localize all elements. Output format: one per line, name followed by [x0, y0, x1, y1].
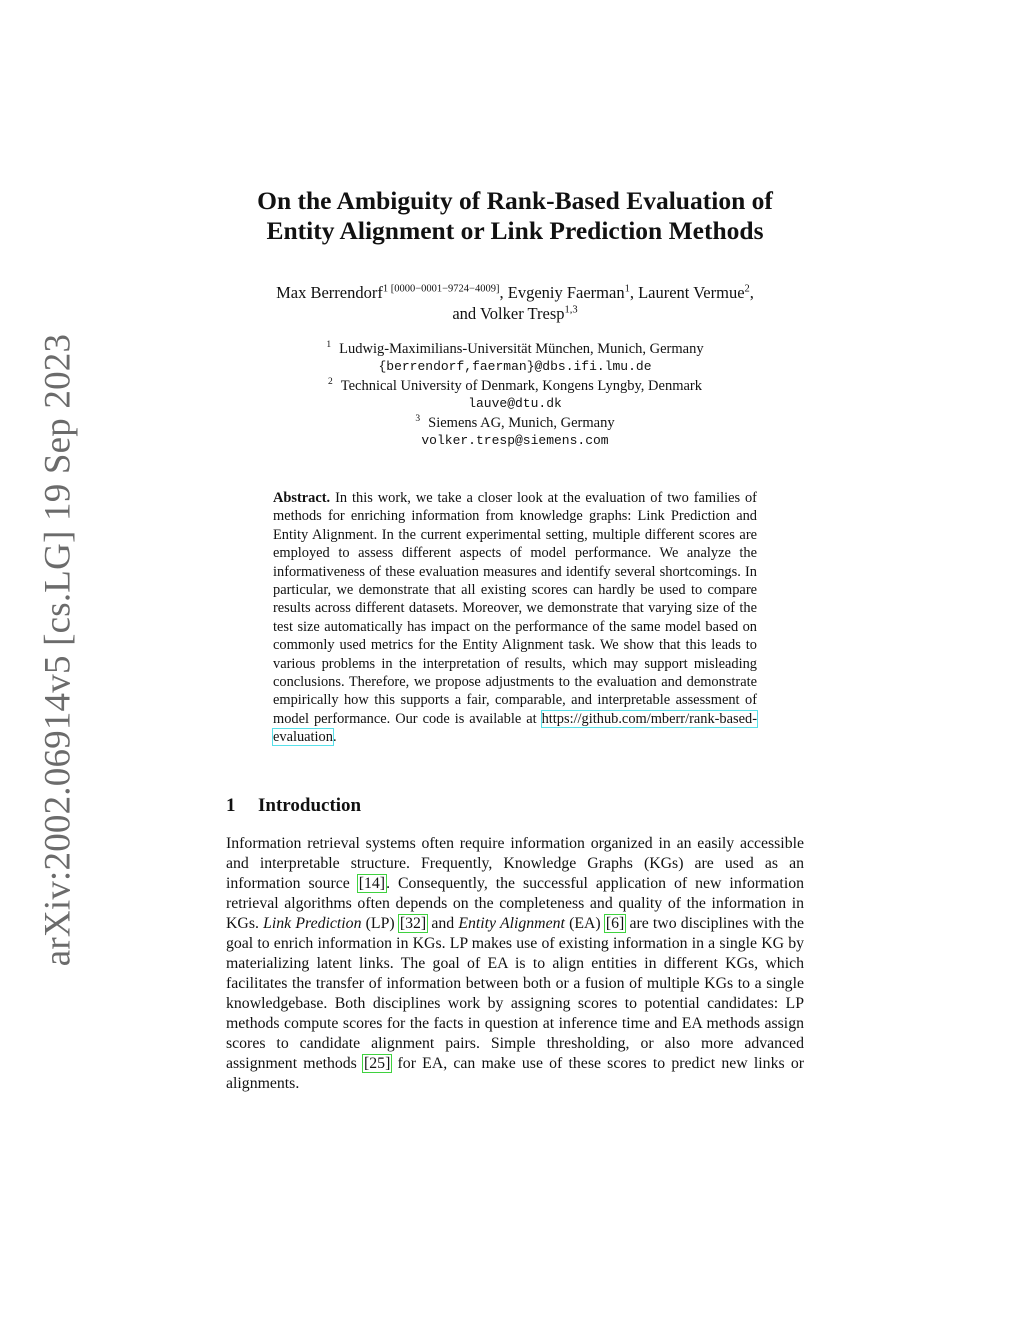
text-run: are two disciplines with the goal to enrich information in KGs. LP makes use of existing information in a single KG by materializing latent links. The goal of EA is to align entities in different KGs, which facilitates the transfer of information between both or a fusion of multiple KGs to a single knowledgebase. Both disciplines work by assigning scores to potential candidates: LP methods compute scores for the facts in question at inference time and EA methods assign scores to candidate alignment pairs. Simple thresholding, or also more advanced assignment methods	[226, 915, 805, 1072]
text-run: (EA)	[569, 915, 601, 932]
intro-paragraph	[226, 834, 804, 1094]
affiliation-number: 2	[327, 376, 333, 387]
affiliation-2	[160, 377, 870, 395]
author-name: Max Berrendorf	[276, 283, 383, 302]
text-run: (LP)	[365, 915, 395, 932]
citation-link[interactable]: [14]	[358, 875, 386, 892]
abstract	[273, 489, 757, 747]
title-line-2: Entity Alignment or Link Prediction Methods	[266, 216, 764, 245]
affiliation-email-2: lauve@dtu.dk	[468, 396, 562, 412]
affiliation-name: Ludwig-Maximilians-Universität München, Munich, Germany	[339, 341, 704, 357]
affiliation-number: 3	[415, 413, 421, 424]
paper-title	[160, 186, 870, 246]
code-repository-link[interactable]: https://github.com/mberr/rank-based-evaluation	[273, 710, 757, 746]
term-entity-alignment: Entity Alignment	[458, 915, 565, 932]
citation-link[interactable]: [6]	[605, 915, 625, 932]
author-orcid-sup: 1 [0000−0001−9724−4009]	[382, 283, 500, 295]
citation-link[interactable]: [32]	[399, 915, 427, 932]
section-title: Introduction	[258, 795, 362, 816]
abstract-label: Abstract.	[273, 490, 331, 506]
author-line-1	[160, 282, 870, 303]
affiliation-list	[160, 340, 870, 450]
affiliation-name: Siemens AG, Munich, Germany	[428, 414, 615, 431]
author-affil-sup: 2	[744, 283, 750, 295]
citation-link[interactable]: [25]	[364, 1055, 391, 1072]
section-number: 1	[226, 795, 236, 816]
affiliation-email-1: {berrendorf,faerman}@dbs.ifi.lmu.de	[378, 359, 652, 375]
text-run: for EA, can make use of these scores to predict new links or alignments.	[226, 1055, 804, 1092]
affiliation-name: Technical University of Denmark, Kongens Lyngby, Denmark	[340, 377, 702, 394]
author-line-2	[160, 303, 870, 324]
text-run: Information retrieval systems often require information organized in an easily accessible and interpretable structure. Frequently, Knowledge Graphs (KGs) are used as an information source	[226, 835, 804, 892]
author-affil-sup: 1,3	[564, 304, 578, 316]
author-name: , Evgeniy Faerman	[499, 283, 625, 302]
affiliation-1	[160, 340, 870, 358]
text-run: . Consequently, the successful application of new information retrieval algorithms often depends on the completeness and quality of the information in KGs.	[226, 875, 805, 932]
affiliation-email-3: volker.tresp@siemens.com	[421, 433, 609, 449]
affiliation-3	[160, 414, 870, 432]
author-list	[160, 282, 870, 324]
affiliation-number: 1	[326, 340, 332, 351]
abstract-end: .	[332, 729, 337, 746]
title-line-1: On the Ambiguity of Rank-Based Evaluation of	[257, 186, 773, 215]
author-separator: ,	[749, 283, 754, 302]
term-link-prediction: Link Prediction	[263, 915, 362, 932]
text-run: and	[431, 915, 455, 932]
author-name: , Laurent Vermue	[629, 283, 745, 302]
author-name: and Volker Tresp	[452, 304, 565, 323]
section-heading	[226, 795, 361, 817]
arxiv-side-stamp: arXiv:2002.06914v5 [cs.LG] 19 Sep 2023	[37, 333, 79, 967]
abstract-text: In this work, we take a closer look at the evaluation of two families of methods for enriching information from knowledge graphs: Link Prediction and Entity Alignment. In the current experimental setting, multiple different scores are employed to assess different aspects of model performance. We analyze the informativeness of these evaluation measures and identify several shortcomings. In particular, we demonstrate that all existing scores can hardly be used to compare results across different datasets. Moreover, we demonstrate that varying size of the test size automatically has impact on the performance of the same model based on commonly used metrics for the Entity Alignment task. We show that this leads to various problems in the interpretation of results, which may support misleading conclusions. Therefore, we propose adjustments to the evaluation and demonstrate empirically how this supports a fair, comparable, and interpretable assessment of model performance. Our code is available at	[273, 490, 757, 727]
author-affil-sup: 1	[624, 283, 630, 295]
